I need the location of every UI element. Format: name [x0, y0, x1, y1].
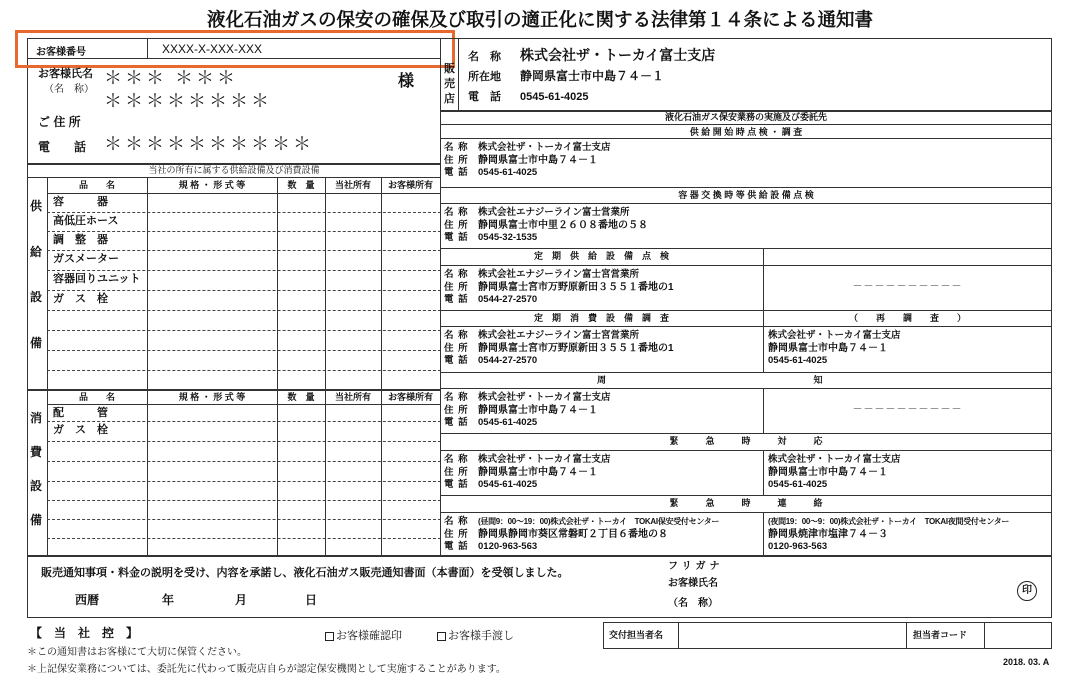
- field-value: 株式会社エナジーライン富士営業所: [478, 207, 630, 218]
- field-value: 0120-963-563: [768, 541, 828, 552]
- divider: [763, 248, 764, 310]
- security-header: 液化石油ガス保安業務の実施及び委託先: [664, 112, 827, 122]
- contractor-entry-name: [444, 142, 611, 155]
- checkbox-hand-delivered-label: お客様手渡し: [448, 630, 514, 642]
- consumption-vertical-label: 備: [30, 513, 43, 527]
- field-value: 静岡県富士宮市万野原新田３５５１番地の1: [478, 281, 674, 293]
- contractor-entry-right: [768, 454, 901, 492]
- contractor-entry-phone: [444, 167, 611, 180]
- supply-row[interactable]: [47, 231, 441, 250]
- consumption-vertical-label: 設: [30, 479, 43, 493]
- note-keep: ＊この通知書はお客様にて大切に保管ください。: [27, 647, 247, 658]
- field-label: 電 話: [444, 541, 469, 552]
- contractor-entry-name: [444, 207, 648, 220]
- seller-phone-value: 0545-61-4025: [520, 91, 589, 103]
- contractor-entry-name: [444, 330, 674, 343]
- customer-address-label: ご 住 所: [38, 115, 81, 129]
- section-title: 緊 急 時 連 絡: [669, 498, 823, 508]
- divider: [763, 450, 764, 495]
- customer-name-label: お客様氏名: [38, 68, 93, 80]
- checkbox-customer-seal[interactable]: [325, 632, 334, 641]
- consumption-vertical-label: 消: [30, 411, 43, 425]
- contractor-entry: [444, 330, 674, 368]
- consumption-row[interactable]: [47, 500, 441, 519]
- field-value: (夜間19：00～9：00)株式会社ザ・トーカイ TOKAI夜間受付センター: [768, 517, 1010, 526]
- date-month-label: 月: [235, 593, 248, 607]
- field-value: 株式会社ザ・トーカイ富士支店: [768, 454, 901, 465]
- contractor-entry-name: [444, 269, 674, 282]
- seller-phone-label: 電 話: [468, 91, 501, 103]
- field-value: 0545-32-1535: [478, 232, 538, 243]
- field-label: 住 所: [444, 466, 469, 478]
- note-security: ＊上記保安業務については、委託先に代わって販売店自らが認定保安機関として実施することがあります。: [27, 664, 506, 675]
- consumption-row[interactable]: [47, 441, 441, 461]
- seller-vertical-char: 売: [444, 78, 455, 90]
- seller-address-value: 静岡県富士市中島７４－１: [520, 69, 665, 83]
- field-value: 株式会社ザ・トーカイ富士支店: [768, 330, 901, 341]
- contractor-entry-phone: [444, 355, 674, 368]
- consumption-column-header: お客様所有: [387, 392, 433, 402]
- section-title: 知: [813, 375, 823, 385]
- empty-dash: －－－－－－－－－－: [852, 281, 963, 292]
- contractor-entry-address: [444, 282, 674, 295]
- section-title: 供 給 開 始 時 点 検 ・ 調 査: [689, 127, 803, 137]
- divider: [440, 187, 1052, 188]
- field-label: 名 称: [444, 142, 469, 153]
- date-year-label: 年: [162, 593, 175, 607]
- field-value: 株式会社エナジーライン富士宮営業所: [478, 269, 640, 280]
- company-copy-label: 【 当 社 控 】: [30, 626, 139, 640]
- consumption-row[interactable]: [47, 421, 441, 441]
- contractor-entry-address: [444, 405, 611, 418]
- field-value: 0545-61-4025: [478, 479, 538, 490]
- divider: [440, 495, 1052, 496]
- supply-row[interactable]: [47, 270, 441, 290]
- supply-row[interactable]: [47, 193, 441, 212]
- seller-vertical-char: 販: [444, 63, 455, 75]
- field-label: 名 称: [444, 207, 469, 218]
- section-title: 周: [596, 375, 606, 385]
- signature-name-label: お客様氏名: [668, 578, 718, 589]
- supply-row[interactable]: [47, 250, 441, 270]
- contractor-entry-right-phone: [768, 479, 901, 492]
- field-value: 0545-61-4025: [478, 167, 538, 178]
- field-label: 電 話: [444, 479, 469, 490]
- field-value: 0545-61-4025: [478, 417, 538, 428]
- contractor-entry-right-phone: [768, 541, 1009, 554]
- customer-phone-value[interactable]: ＊＊＊＊＊＊＊＊＊＊: [104, 134, 314, 154]
- supply-vertical-label: 設: [30, 290, 43, 304]
- customer-address-value[interactable]: ＊＊＊＊＊＊＊＊: [104, 91, 272, 111]
- section-title: 緊 急 時 対 応: [669, 436, 823, 446]
- divider: [440, 248, 1052, 249]
- section-title: 定 期 供 給 設 備 点 検: [533, 251, 669, 261]
- divider: [440, 433, 1052, 434]
- field-value: 静岡県富士市中島７４－１: [478, 404, 598, 416]
- field-value: 0544-27-2570: [478, 355, 538, 366]
- divider: [440, 388, 1052, 389]
- field-label: 住 所: [444, 219, 469, 231]
- section-title: 容 器 交 換 時 等 供 給 設 備 点 検: [678, 190, 814, 200]
- staff-code-field[interactable]: [986, 624, 1050, 647]
- field-label: 名 称: [444, 516, 469, 527]
- empty-dash: －－－－－－－－－－: [852, 404, 963, 415]
- divider: [27, 177, 441, 178]
- supply-column-header: 数 量: [287, 180, 315, 190]
- divider: [906, 622, 907, 649]
- seller-address-label: 所在地: [468, 71, 501, 83]
- field-value: 静岡県富士市中里２６０８番地の５８: [478, 219, 648, 231]
- customer-name-sub-label: （名 称）: [44, 84, 94, 95]
- field-label: 電 話: [444, 167, 469, 178]
- supply-row[interactable]: [47, 310, 441, 330]
- contractor-entry-address: [444, 155, 611, 168]
- field-label: 電 話: [444, 355, 469, 366]
- seller-name-label: 名 称: [468, 51, 501, 63]
- equipment-section-title: 当社の所有に属する供給設備及び消費設備: [148, 165, 320, 175]
- divider: [458, 38, 459, 110]
- staff-code-label: 担当者コード: [913, 630, 968, 640]
- field-value: 静岡県富士市中島７４－１: [768, 466, 888, 478]
- divider: [440, 450, 1052, 451]
- divider: [440, 203, 1052, 204]
- supply-vertical-label: 備: [30, 335, 43, 350]
- contractor-entry-right-name: [768, 454, 901, 467]
- field-label: 住 所: [444, 154, 469, 166]
- consumption-row[interactable]: [47, 481, 441, 500]
- staff-name-label: 交付担当者名: [609, 630, 664, 640]
- contractor-entry-right-address: [768, 529, 1009, 542]
- customer-number-label: お客様番号: [36, 47, 86, 58]
- contractor-entry: [444, 454, 611, 492]
- consumption-column-header: 規 格 ・ 形 式 等: [178, 392, 246, 402]
- field-value: 静岡県富士市中島７４－１: [478, 466, 598, 478]
- field-label: 住 所: [444, 342, 469, 354]
- contractor-entry: [444, 392, 611, 430]
- contractor-entry-address: [444, 529, 719, 542]
- field-value: 株式会社ザ・トーカイ富士支店: [478, 454, 611, 465]
- customer-phone-label: 電 話: [38, 140, 87, 154]
- consumption-vertical-label: 費: [30, 445, 43, 459]
- field-label: 名 称: [444, 330, 469, 341]
- divider: [984, 622, 985, 649]
- supply-item-name: ガスメーター: [53, 253, 119, 265]
- divider: [440, 310, 1052, 311]
- customer-number-highlight: [15, 30, 455, 68]
- divider: [440, 326, 1052, 327]
- field-value: 静岡県富士市中島７４－１: [768, 342, 888, 354]
- field-label: 名 称: [444, 269, 469, 280]
- contractor-entry: [444, 516, 719, 554]
- supply-item-name: ガ ス 栓: [53, 293, 108, 305]
- supply-column-header: 規 格 ・ 形 式 等: [178, 180, 246, 190]
- contractor-entry-phone: [444, 232, 648, 245]
- supply-row[interactable]: [47, 370, 441, 389]
- divider: [440, 265, 1052, 266]
- supply-vertical-label: 供: [30, 199, 43, 213]
- supply-column-header: お客様所有: [387, 180, 433, 190]
- divider: [678, 622, 679, 649]
- field-value: 静岡県富士宮市万野原新田３５５１番地の1: [478, 342, 674, 354]
- field-label: 名 称: [444, 392, 469, 403]
- contractor-entry-right-phone: [768, 355, 901, 368]
- supply-row[interactable]: [47, 330, 441, 350]
- checkbox-customer-seal-label: お客様確認印: [336, 630, 402, 642]
- field-label: 電 話: [444, 232, 469, 243]
- divider: [27, 389, 441, 391]
- date-day-label: 日: [305, 593, 318, 607]
- field-label: 名 称: [444, 454, 469, 465]
- section-right-title: （ 再 調 査 ）: [848, 313, 966, 323]
- date-era-label: 西暦: [75, 593, 100, 607]
- form-version: 2018. 03. A: [1003, 657, 1050, 667]
- section-title: 定 期 消 費 設 備 調 査: [533, 313, 669, 323]
- contractor-entry-address: [444, 220, 648, 233]
- consumption-row[interactable]: [47, 538, 441, 555]
- supply-item-name: 高低圧ホース: [53, 215, 119, 227]
- field-value: 株式会社エナジーライン富士宮営業所: [478, 330, 640, 341]
- customer-number-value[interactable]: XXXX-X-XXX-XXX: [162, 42, 263, 56]
- field-value: 0120-963-563: [478, 541, 538, 552]
- supply-column-header: 品 名: [78, 180, 115, 190]
- field-value: 静岡県静岡市葵区常磐町２丁目６番地の８: [478, 528, 668, 540]
- supply-row[interactable]: [47, 350, 441, 370]
- signature-name-sub-label: （名 称）: [668, 598, 718, 609]
- contractor-entry-name: [444, 454, 611, 467]
- field-value: 株式会社ザ・トーカイ富士支店: [478, 142, 611, 153]
- supply-item-name: 容 器: [53, 196, 108, 208]
- field-value: 0544-27-2570: [478, 294, 538, 305]
- field-label: 電 話: [444, 417, 469, 428]
- contractor-entry: [444, 207, 648, 245]
- field-label: 住 所: [444, 404, 469, 416]
- contractor-entry-phone: [444, 541, 719, 554]
- contractor-entry-right: [768, 330, 901, 368]
- consumption-column-header: 当社所有: [334, 392, 371, 402]
- consumption-column-header: 数 量: [287, 392, 315, 402]
- customer-name-value[interactable]: ＊＊＊ ＊＊＊: [104, 68, 239, 88]
- divider: [440, 372, 1052, 373]
- contractor-entry-address: [444, 343, 674, 356]
- field-value: 静岡県富士市中島７４－１: [478, 154, 598, 166]
- seal-mark: 印: [1017, 581, 1037, 601]
- contractor-entry-right-name: [768, 330, 901, 343]
- contractor-entry: [444, 142, 611, 180]
- supply-row[interactable]: [47, 290, 441, 310]
- divider: [440, 138, 1052, 139]
- supply-item-name: 調 整 器: [53, 234, 108, 246]
- divider: [440, 124, 1052, 125]
- signature-box: [27, 555, 1052, 618]
- contractor-entry-phone: [444, 294, 674, 307]
- supply-item-name: 容器回りユニット: [53, 273, 141, 285]
- document-title: 液化石油ガスの保安の確保及び取引の適正化に関する法律第１４条による通知書: [206, 9, 873, 30]
- field-value: 株式会社ザ・トーカイ富士支店: [478, 392, 611, 403]
- consumption-item-name: ガ ス 栓: [53, 424, 108, 436]
- seller-vertical-char: 店: [444, 93, 455, 105]
- contractor-entry-address: [444, 467, 611, 480]
- field-label: 電 話: [444, 294, 469, 305]
- consumption-item-name: 配 管: [53, 407, 108, 419]
- contractor-entry-right-name: [768, 516, 1009, 529]
- consumption-row[interactable]: [47, 461, 441, 481]
- seller-vertical-label: [444, 62, 456, 107]
- furigana-label: フリガナ: [668, 561, 724, 572]
- contractor-entry-right: [768, 516, 1009, 554]
- divider: [763, 512, 764, 555]
- seller-name-value: 株式会社ザ・トーカイ富士支店: [520, 47, 716, 63]
- staff-name-field[interactable]: [680, 624, 904, 647]
- field-value: 0545-61-4025: [768, 355, 828, 366]
- field-label: 住 所: [444, 528, 469, 540]
- acknowledgement-statement: 販売通知事項・料金の説明を受け、内容を承諾し、液化石油ガス販売通知書面（本書面）を受領しました。: [41, 567, 569, 579]
- field-label: 住 所: [444, 281, 469, 293]
- contractor-entry-name: [444, 392, 611, 405]
- consumption-row[interactable]: [47, 404, 441, 421]
- contractor-entry-right-address: [768, 343, 901, 356]
- contractor-entry-right-address: [768, 467, 901, 480]
- supply-row[interactable]: [47, 212, 441, 231]
- field-value: (昼間9：00～19：00)株式会社ザ・トーカイ TOKAI保安受付センター: [478, 517, 720, 526]
- contractor-entry-phone: [444, 417, 611, 430]
- divider: [440, 512, 1052, 513]
- consumption-column-header: 品 名: [78, 392, 115, 402]
- honorific: 様: [398, 73, 415, 90]
- field-value: 静岡県焼津市塩津７４－３: [768, 528, 888, 540]
- consumption-row[interactable]: [47, 519, 441, 538]
- contractor-entry-name: [444, 516, 719, 529]
- supply-column-header: 当社所有: [334, 180, 371, 190]
- supply-vertical-label: 給: [30, 244, 43, 259]
- field-value: 0545-61-4025: [768, 479, 828, 490]
- contractor-entry-phone: [444, 479, 611, 492]
- checkbox-hand-delivered[interactable]: [437, 632, 446, 641]
- contractor-entry: [444, 269, 674, 307]
